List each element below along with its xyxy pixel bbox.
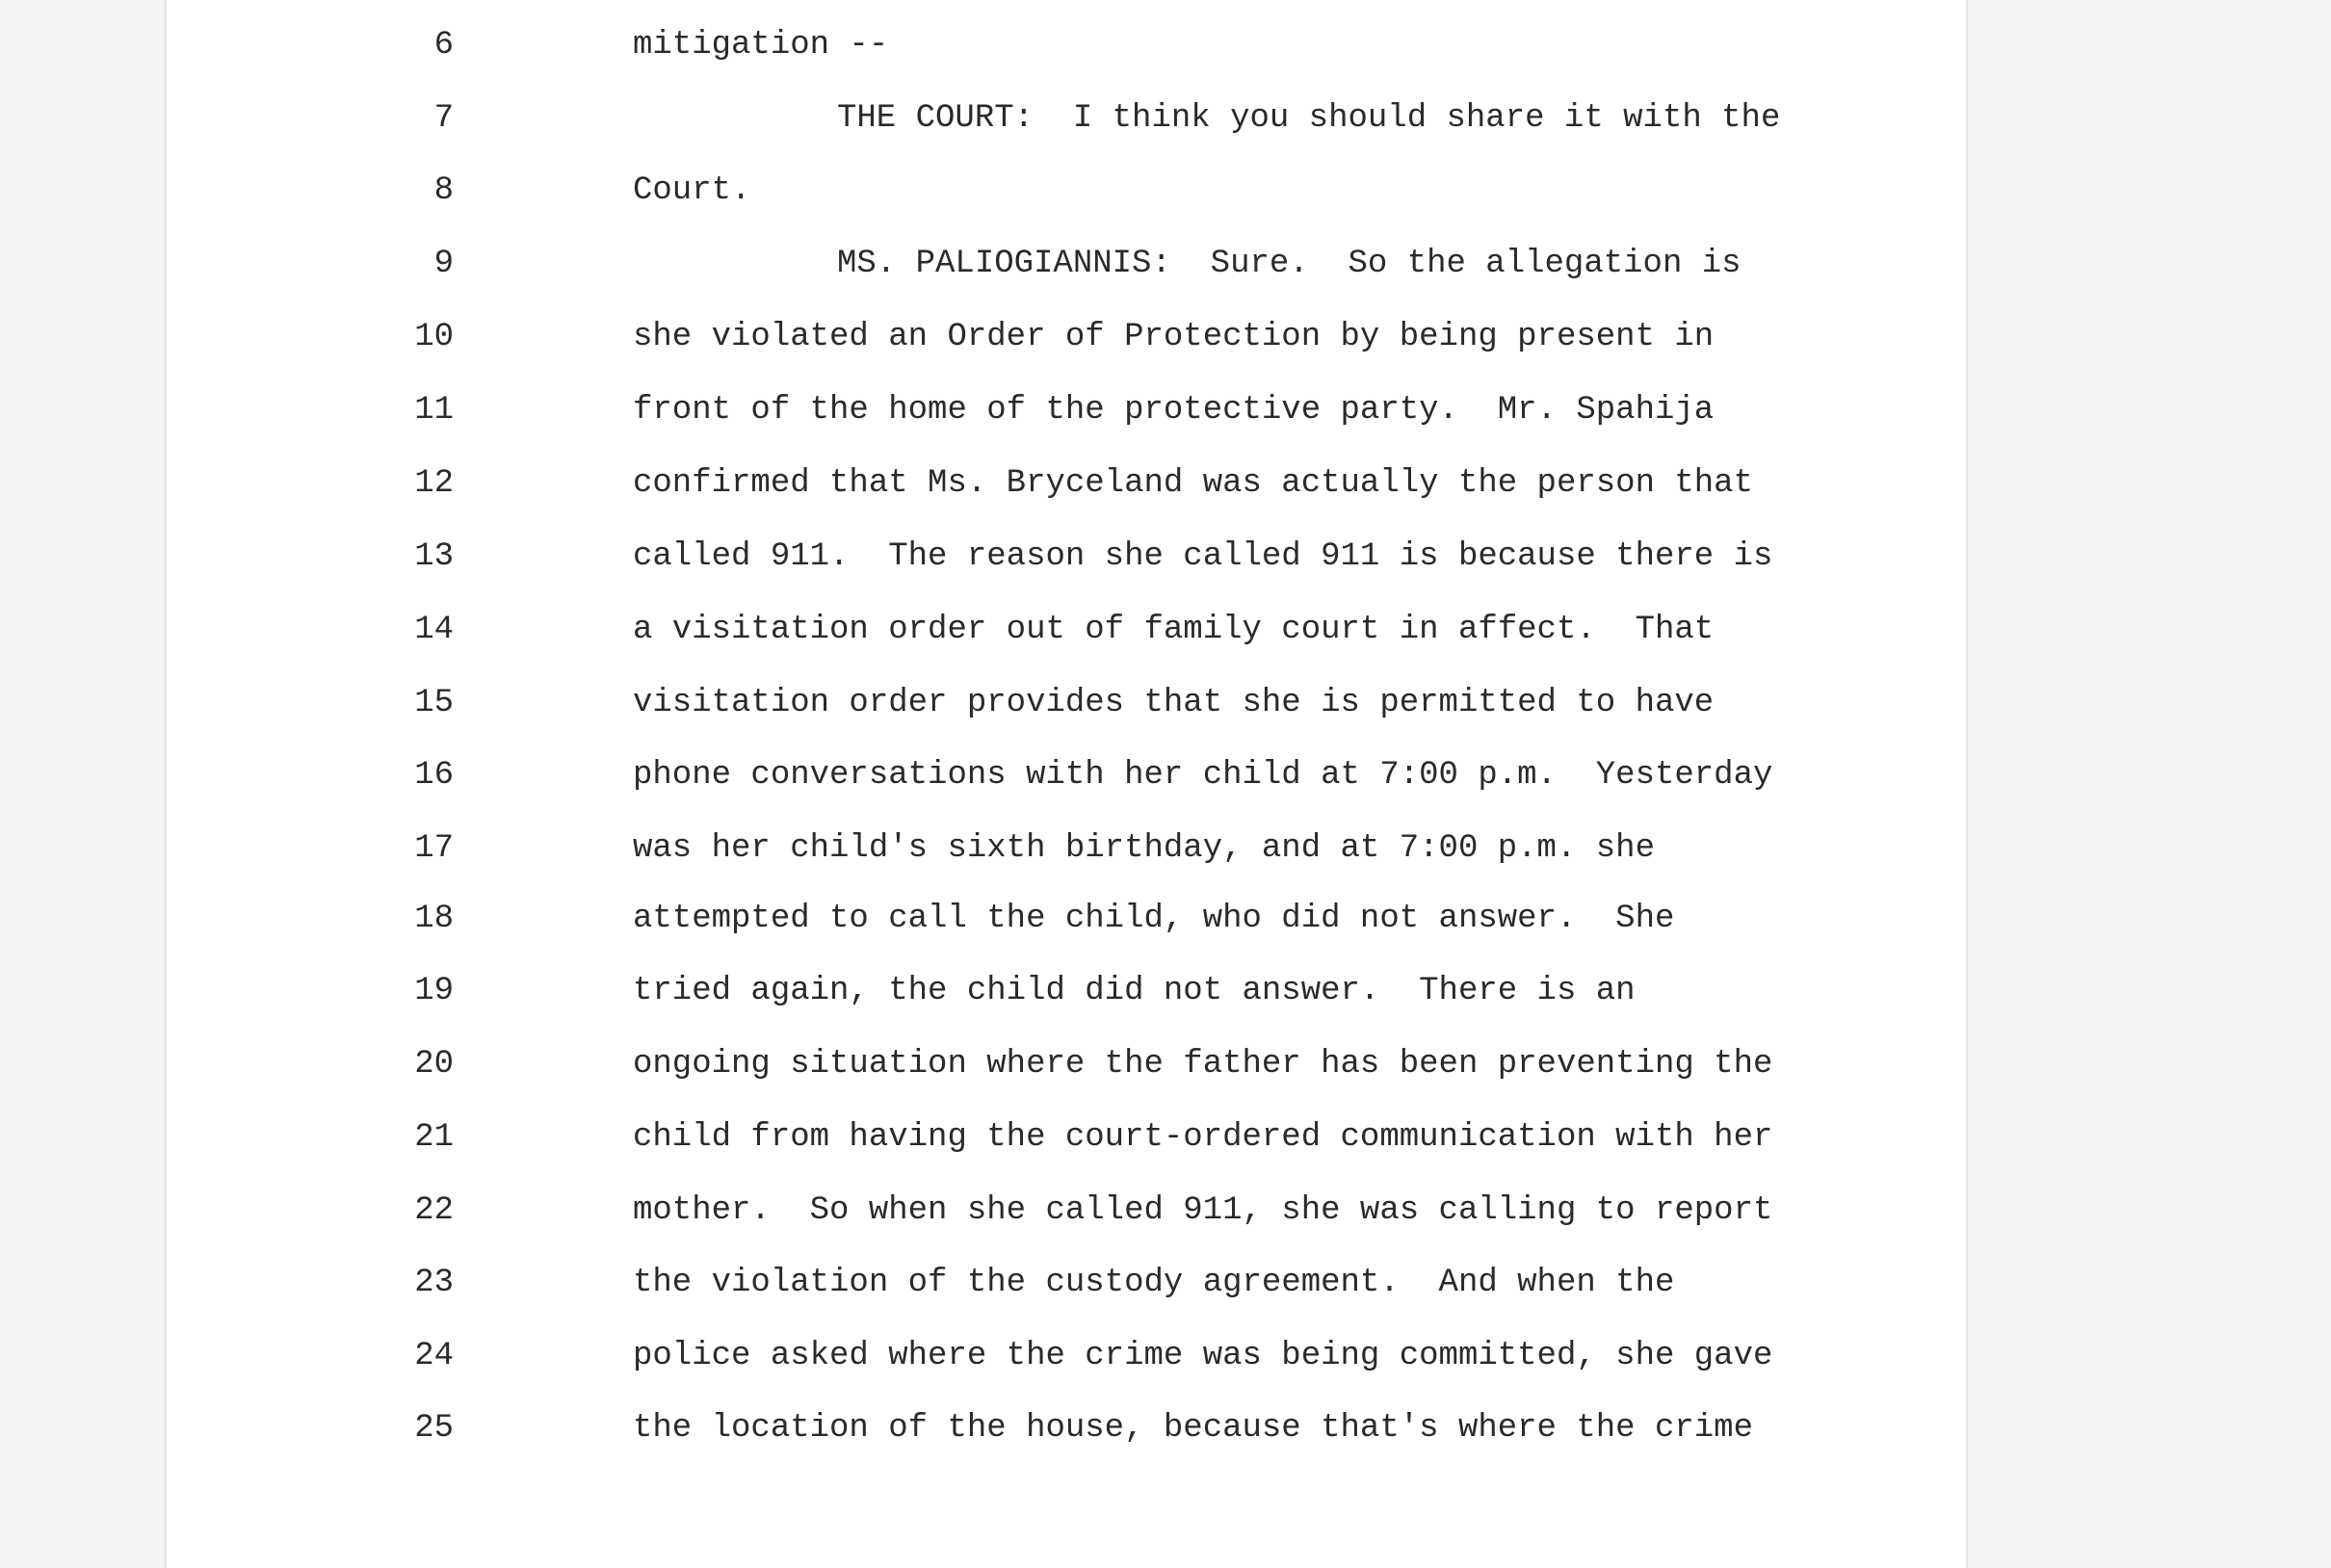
line-number: 6 [433,27,454,64]
transcript-line [167,538,1966,596]
transcript-line [167,100,1966,158]
line-number: 25 [414,1410,454,1447]
transcript-line [167,901,1966,958]
transcript-line [167,1046,1966,1104]
transcript-line [167,1410,1966,1468]
line-number: 13 [414,538,454,575]
line-number: 8 [433,172,454,209]
line-number: 15 [414,685,454,721]
line-number: 19 [414,973,454,1009]
line-text: THE COURT: I think you should share it with the [837,100,1781,137]
transcript-line [167,685,1966,743]
transcript-line [167,973,1966,1031]
transcript-page[interactable] [165,0,1968,1568]
transcript-line [167,612,1966,669]
transcript-line [167,246,1966,303]
line-text: Court. [633,172,751,209]
line-text: mother. So when she called 911, she was calling to report [633,1192,1773,1229]
line-text: tried again, the child did not answer. There is an [633,973,1636,1009]
line-number: 9 [433,246,454,282]
line-text: called 911. The reason she called 911 is because there is [633,538,1773,575]
line-text: the location of the house, because that's where the crime [633,1410,1753,1447]
transcript-line [167,830,1966,888]
line-text: child from having the court-ordered communication with her [633,1119,1773,1156]
line-text: front of the home of the protective party. Mr. Spahija [633,392,1715,429]
line-number: 16 [414,757,454,794]
line-number: 21 [414,1119,454,1156]
transcript-line [167,1338,1966,1396]
line-number: 24 [414,1338,454,1374]
transcript-line [167,27,1966,85]
line-number: 18 [414,901,454,937]
transcript-line [167,392,1966,450]
transcript-line [167,1192,1966,1250]
line-text: the violation of the custody agreement. And when the [633,1265,1675,1301]
line-text: attempted to call the child, who did not answer. She [633,901,1675,937]
transcript-line [167,172,1966,230]
transcript-line [167,757,1966,815]
line-number: 20 [414,1046,454,1083]
line-text: phone conversations with her child at 7:00 p.m. Yesterday [633,757,1773,794]
line-text: MS. PALIOGIANNIS: Sure. So the allegation is [837,246,1742,282]
line-number: 12 [414,465,454,502]
line-number: 7 [433,100,454,137]
line-number: 22 [414,1192,454,1229]
line-text: visitation order provides that she is permitted to have [633,685,1715,721]
line-text: she violated an Order of Protection by being present in [633,319,1715,355]
line-number: 17 [414,830,454,867]
line-text: ongoing situation where the father has been preventing the [633,1046,1773,1083]
line-number: 11 [414,392,454,429]
line-text: was her child's sixth birthday, and at 7:00 p.m. she [633,830,1655,867]
transcript-line [167,465,1966,523]
line-number: 14 [414,612,454,648]
transcript-line [167,319,1966,377]
line-text: confirmed that Ms. Bryceland was actually the person that [633,465,1753,502]
transcript-line [167,1119,1966,1177]
line-text: a visitation order out of family court in affect. That [633,612,1715,648]
line-text: police asked where the crime was being committed, she gave [633,1338,1773,1374]
transcript-line [167,1265,1966,1322]
line-number: 23 [414,1265,454,1301]
line-number: 10 [414,319,454,355]
line-text: mitigation -- [633,27,889,64]
